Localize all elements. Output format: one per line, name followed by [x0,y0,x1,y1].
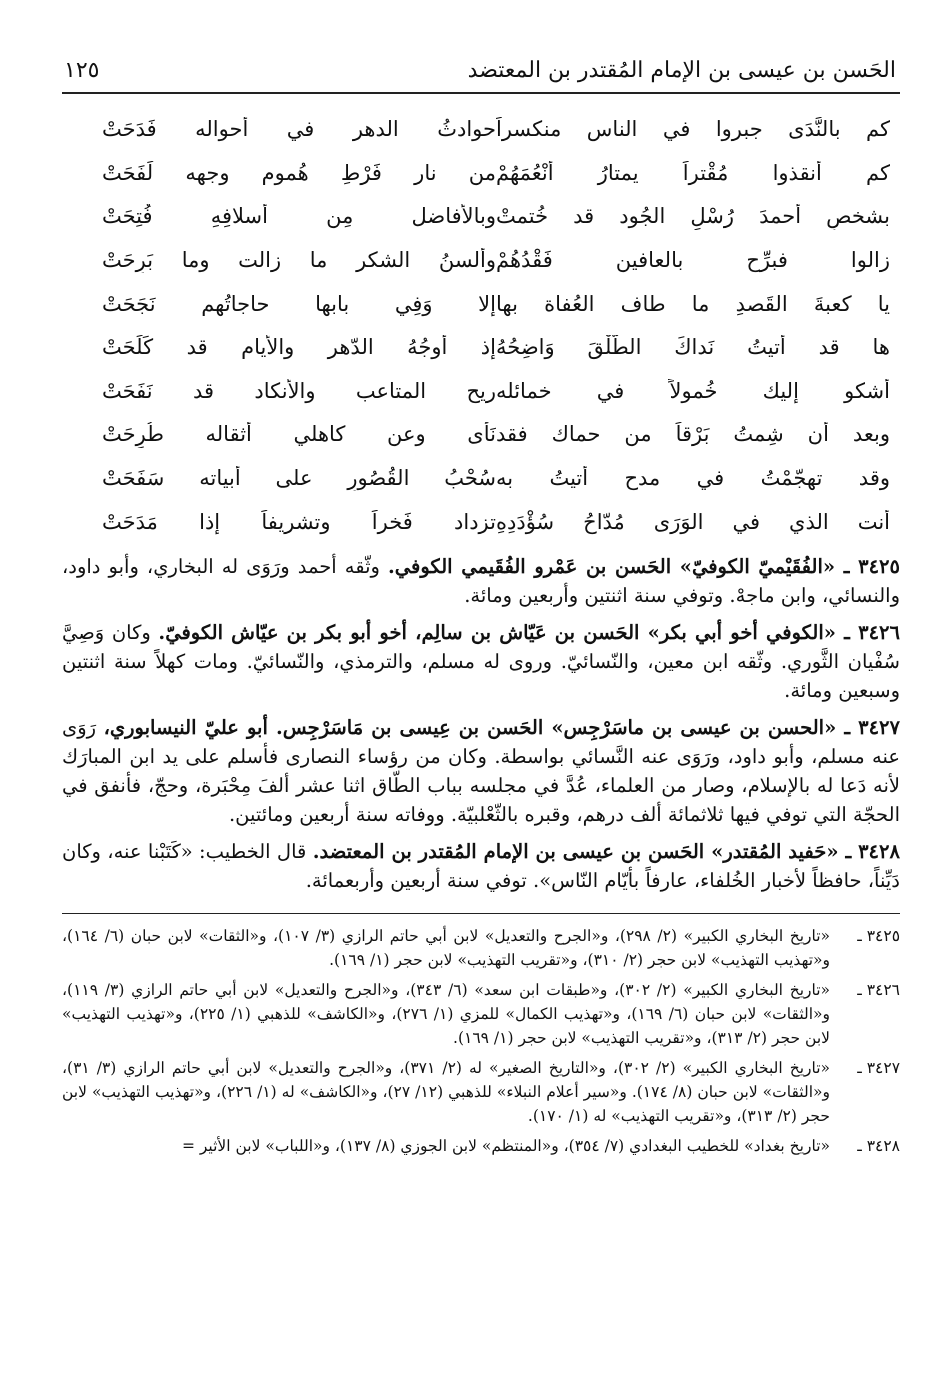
footnote-number: ٣٤٢٥ ـ [857,926,901,945]
verse-second-hemistich: نَأى وعن كاهلي أثقاله طُرِحَتْ [102,422,496,447]
verse-second-hemistich: من نار فَرْطِ هُموم وجهه لَفَحَتْ [102,160,496,185]
poem-verse [62,370,900,414]
verse-second-hemistich: حوادثُ الدهر في أحواله فَدَحَتْ [102,117,496,142]
footnote-number: ٣٤٢٨ ـ [857,1136,900,1155]
footnote [62,924,900,972]
verse-first-hemistich: زالوا فبرِّح بالعافين فَقْدُهُمْ [496,247,890,272]
verse-first-hemistich: وبعد أن شِمتُ بَرْقاً من حماك فقد [496,422,890,447]
entry-heading: ٣٤٢٨ ـ «حَفيد المُقتدر» الحَسن بن عيسى بن الإمام المُقتدر بن المعتضد. [312,839,900,863]
verse-second-hemistich: ريح المتاعب والأنكاد قد نَفَحَتْ [102,378,496,403]
verse-second-hemistich: إلا وَفِي بابها حاجاتُهم نَجَحَتْ [102,291,496,316]
poem-verse [62,500,900,544]
footnote-number: ٣٤٢٦ ـ [857,980,901,999]
footnote-text: «تاريخ البخاري الكبير» (٢/ ٣٠٢)، و«التاريخ الصغير» له (٢/ ٣٧١)، و«الجرح والتعديل» لابن أبي حاتم الرازي (٣/ ٣١)، و«الثقات» لابن حبان (٨/ ١٧٤). و«سير أعلام النبلاء» للذهبي (١٢/ ٢٧)، و«الكاشف» له (١/ ٢٢٦)، و«تهذيب التهذيب» لابن حجر (٢/ ٣١٣)، و«تقريب التهذيب» له (١/ ١٧٠). [62,1058,831,1125]
page-header [62,52,900,94]
entry-heading: ٣٤٢٥ ـ «الفُقَيْميّ الكوفيّ» الحَسن بن عَمْرو الفُقَيمي الكوفي. [387,554,900,578]
verse-second-hemistich: وبالأفاضل مِن أسلافِهِ فُتِحَتْ [102,204,496,229]
verse-first-hemistich: كم بالنَّدَى جبروا في الناس منكسراً [496,117,890,142]
footnote-text: «تاريخ البخاري الكبير» (٢/ ٢٩٨)، و«الجرح والتعديل» لابن أبي حاتم الرازي (٣/ ١٠٧)، و«الثقات» لابن حبان (٦/ ١٦٤)، و«تهذيب التهذيب» لابن حجر (٢/ ٣١٠)، و«تقريب التهذيب» لابن حجر (١/ ١٦٩). [62,926,831,969]
poem-verse [62,457,900,501]
verse-second-hemistich: وألسنُ الشكر ما زالت وما بَرِحَتْ [102,247,496,272]
footnotes [62,924,900,1158]
entry-body: وثّقه أحمد ورَوَى له البخاري، وأبو داود، والنسائي، وابن ماجهْ. وتوفي سنة اثنتين وأربعين ومائة. [62,554,900,607]
poem-verse [62,239,900,283]
poem-verse [62,108,900,152]
verse-second-hemistich: إذ أوجُهُ الدّهر والأيام قد كَلَحَتْ [102,335,496,360]
biography-entry [62,837,900,895]
verse-second-hemistich: سُحْبُ القُصُورِ على أبياته سَفَحَتْ [102,465,496,490]
footnote-number: ٣٤٢٧ ـ [857,1058,901,1077]
footnote [62,1056,900,1128]
poem [62,108,900,544]
poem-verse [62,413,900,457]
book-page [62,52,900,1342]
biography-entry [62,618,900,705]
footnote [62,1134,900,1158]
entry-heading: ٣٤٢٧ ـ «الحسن بن عيسى بن ماسَرْجِس» الحَسن بن عِيسى بن مَاسَرْجِس. أبو عليّ النيسابوري، [103,715,901,739]
entry-body: وكان وَصِيَّ سُفْيان الثَّوري. وثّقه ابن معين، والنّسائيّ. وروى له مسلم، والترمذي، والنّسائيّ. ومات كهلاً سنة اثنتين وسبعين ومائة. [62,620,900,702]
poem-verse [62,152,900,196]
biographical-entries [62,552,900,895]
running-title: الحَسن بن عيسى بن الإمام المُقتدر بن المعتضد [467,58,896,83]
page-number: ١٢٥ [64,58,100,83]
biography-entry [62,552,900,610]
entry-body: قال الخطيب: «كَتَبْنا عنه، وكان دَيِّناً، حافظاً لأخبار الخُلفاء، عارفاً بأيّام النّاس». توفي سنة أربعين وأربعمائة. [62,839,900,892]
poem-verse [62,326,900,370]
footnote [62,978,900,1050]
poem-verse [62,282,900,326]
verse-first-hemistich: كم أنقذوا مُقْتراً يمتارُ أنْعُمَهُمْ [496,160,890,185]
entry-body: رَوَى عنه مسلم، وأبو داود، ورَوَى عنه النَّسائي بواسطة. وكان من رؤساء النصارى فأسلم على يد ابن المبارَك لأنه دَعا له بالإسلام، وصار من العلماء، عُدَّ في مجلسه بباب الطّاق اثنا عشر ألفَ مِحْبَرة، وحجّ، فأنفق في الحجّة التي توفي فيها ثلاثمائة ألف درهم، وقبره بالثّعْلبيّة. ووفاته سنة أربعين ومائتين. [62,715,900,826]
verse-first-hemistich: بشخصِ أحمدَ رُسْلِ الجُود قد خُتمتْ [496,204,890,229]
verse-first-hemistich: ها قد أتيتُ نَداكَ الطَّلْقَ وَاضِحُهُ [496,335,890,360]
entry-heading: ٣٤٢٦ ـ «الكوفي أخو أبي بكر» الحَسن بن عَيّاش بن سالِم، أخو أبو بكر بن عيّاش الكوفيّ. [158,620,901,644]
verse-first-hemistich: يا كعبةَ القَصدِ ما طاف العُفاة بها [496,291,890,316]
poem-verse [62,195,900,239]
verse-first-hemistich: أنت الذي في الوَرَى مُدّاحُ سُؤْدَدِهِ [496,509,890,534]
footnote-text: «تاريخ البخاري الكبير» (٢/ ٣٠٢)، و«طبقات ابن سعد» (٦/ ٣٤٣)، و«الجرح والتعديل» لابن أبي حاتم الرازي (٣/ ١١٩)، و«الثقات» لابن حبان (٦/ ١٦٩)، و«تهذيب الكمال» للمزي (١/ ٢٧٦)، و«الكاشف» للذهبي (١/ ٢٢٥)، و«تهذيب التهذيب» لابن حجر (٢/ ٣١٣)، و«تقريب التهذيب» لابن حجر (١/ ١٦٩). [62,980,831,1047]
verse-first-hemistich: وقد تهجّمْتُ في مدح أتيتُ به [496,465,890,490]
footnote-text: «تاريخ بغداد» للخطيب البغدادي (٧/ ٣٥٤)، و«المنتظم» لابن الجوزي (٨/ ١٣٧)، و«اللباب» لابن الأثير = [181,1136,830,1155]
footnote-separator [62,913,900,914]
verse-second-hemistich: تزداد فَخراً وتشريفاً إذا مَدَحَتْ [102,509,496,534]
biography-entry [62,713,900,829]
verse-first-hemistich: أشكو إليك خُمولاً في خمائله [496,378,890,403]
